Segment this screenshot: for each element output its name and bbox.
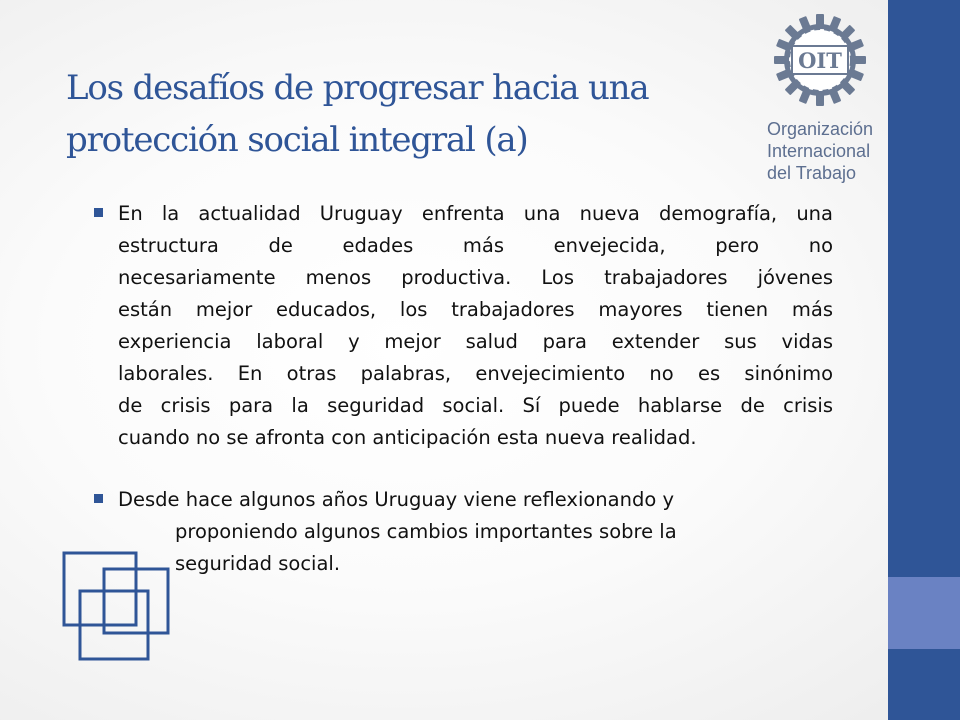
square-bullet-icon bbox=[94, 208, 103, 217]
overlapping-squares-decoration bbox=[60, 545, 190, 665]
title-line-2: protección social integral (a) bbox=[66, 120, 528, 160]
right-accent-square bbox=[888, 577, 960, 649]
org-name-line-3: del Trabajo bbox=[767, 163, 857, 183]
org-name bbox=[767, 118, 878, 184]
bullet-line: laborales. En otras palabras, envejecimiento no es sinónimo bbox=[118, 362, 833, 385]
bullet-line: estructura de edades más envejecida, pero no bbox=[118, 234, 833, 257]
bullet-text bbox=[118, 198, 833, 454]
oit-emblem-icon bbox=[762, 8, 878, 112]
decor-square bbox=[64, 553, 136, 625]
title-line-1: Los desafíos de progresar hacia una bbox=[66, 68, 649, 108]
emblem-text: OIT bbox=[798, 48, 842, 73]
bullet-line: seguridad social. bbox=[175, 552, 341, 575]
square-bullet-icon bbox=[94, 494, 103, 503]
bullet-line: necesariamente menos productiva. Los trabajadores jóvenes bbox=[118, 266, 833, 289]
bullet-line: experiencia laboral y mejor salud para extender sus vidas bbox=[118, 330, 833, 353]
bullet-item bbox=[94, 484, 844, 580]
org-name-line-2: Internacional bbox=[767, 141, 871, 161]
bullet-item bbox=[94, 198, 844, 454]
bullet-list bbox=[94, 198, 844, 580]
bullet-line: En la actualidad Uruguay enfrenta una nueva demografía, una bbox=[118, 202, 833, 225]
slide-title bbox=[66, 62, 756, 166]
oit-logo bbox=[762, 8, 878, 184]
bullet-line: Desde hace algunos años Uruguay viene reflexionando y bbox=[118, 488, 675, 511]
org-name-line-1: Organización bbox=[767, 119, 874, 139]
bullet-line: cuando no se afronta con anticipación esta nueva realidad. bbox=[118, 426, 697, 449]
bullet-line: de crisis para la seguridad social. Sí puede hablarse de crisis bbox=[118, 394, 833, 417]
bullet-line: proponiendo algunos cambios importantes sobre la bbox=[175, 520, 677, 543]
bullet-text bbox=[118, 484, 844, 580]
bullet-line: están mejor educados, los trabajadores mayores tienen más bbox=[118, 298, 833, 321]
